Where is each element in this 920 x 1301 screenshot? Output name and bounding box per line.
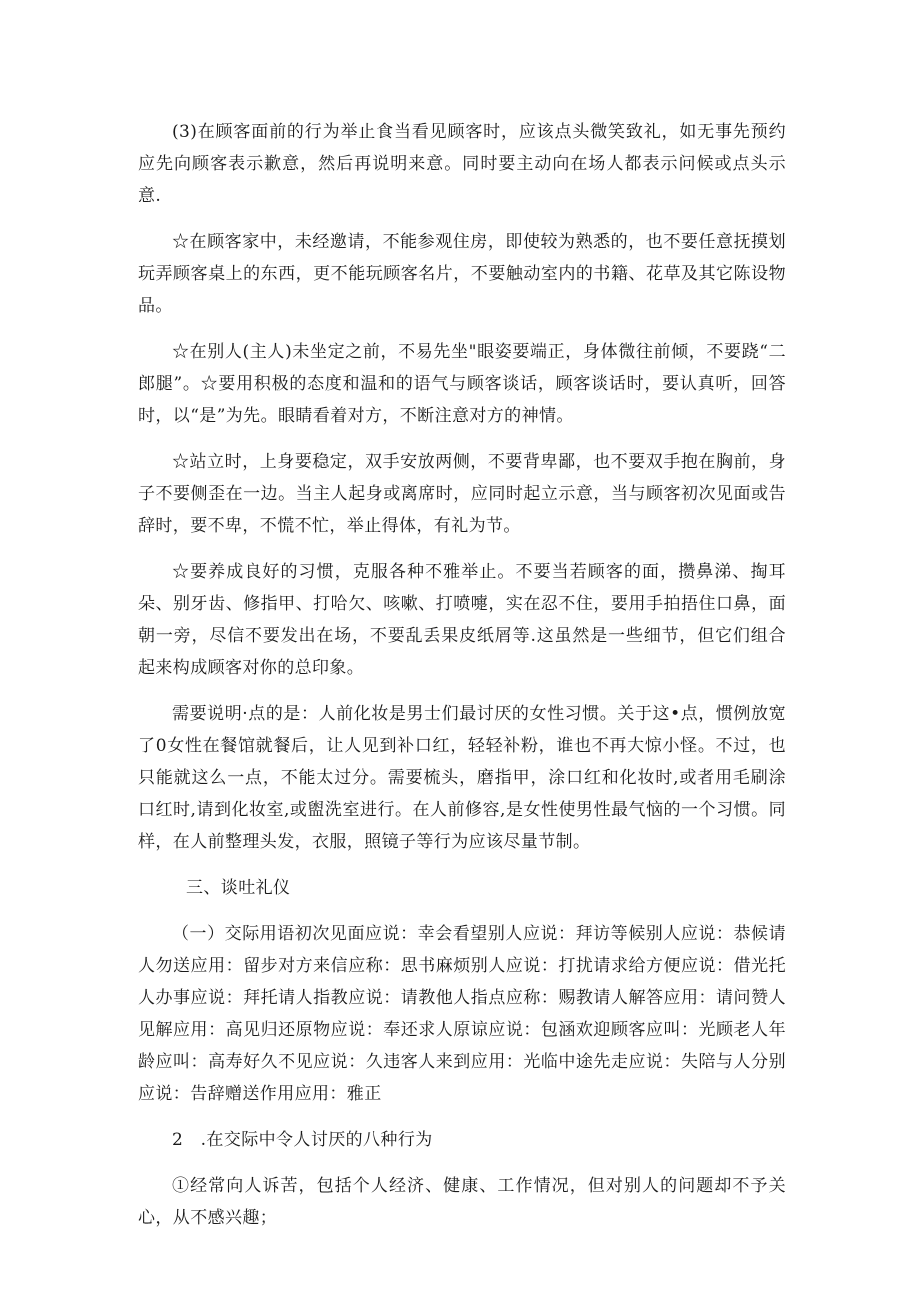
paragraph-behavior-in-front-of-customers: (3)在顾客面前的行为举止食当看见顾客时，应该点头微笑致礼，如无事先预约应先向顾客表示歉意，然后再说明来意。同时要主动向在场人都表示问候或点头示意. xyxy=(138,122,786,206)
paragraph-standing-posture: ☆站立时，上身要稳定，双手安放两侧，不要背卑鄙，也不要双手抱在胸前，身子不要侧歪在一边。当主人起身或离席时，应同时起立示意，当与顾客初次见面或告辞时，要不卑，不慌不忙，举止得体，有礼为节。 xyxy=(138,452,786,536)
paragraph-in-customer-home: ☆在顾客家中，未经邀请，不能参观住房，即使较为熟悉的，也不要任意抚摸划玩弄顾客桌上的东西，更不能玩顾客名片，不要触动室内的书籍、花草及其它陈设物品。 xyxy=(138,232,786,316)
paragraph-social-phrases: （一）交际用语初次见面应说：幸会看望别人应说：拜访等候别人应说：恭候请人勿送应用：留步对方来信应称：思书麻烦别人应说：打扰请求给方便应说：借光托人办事应说：拜托请人指教应说：请教他人指点应称：赐教请人解答应用：请问赞人见解应用：高见归还原物应说：奉还求人原谅应说：包涵欢迎顾客应叫：光顾老人年龄应叫：高寿好久不见应说：久违客人来到应用：光临中途先走应说：失陪与人分别应说：告辞赠送作用应用：雅正 xyxy=(138,924,786,1104)
section-heading-speech-etiquette: 三、谈吐礼仪 xyxy=(186,878,291,898)
paragraph-eight-annoying-behaviors-heading: 2 .在交际中令人讨厌的八种行为 xyxy=(172,1130,433,1150)
paragraph-good-habits: ☆要养成良好的习惯，克服各种不雅举止。不要当若顾客的面，攒鼻涕、掏耳朵、别牙齿、修指甲、打哈欠、咳嗽、打喷嚏，实在忍不住，要用手拍捂住口鼻，面朝一旁，尽信不要发出在场，不要乱丢果皮纸屑等.这虽然是一些细节，但它们组合起来构成顾客对你的总印象。 xyxy=(138,562,786,678)
document-body xyxy=(138,116,786,1248)
paragraph-makeup-in-public: 需要说明·点的是：人前化妆是男士们最讨厌的女性习惯。关于这•点，惯例放宽了0女性在餐馆就餐后，让人见到补口红，轻轻补粉，谁也不再大惊小怪。不过，也只能就这么一点，不能太过分。需要梳头，磨指甲，涂口红和化妆时,或者用毛刷涂口红时,请到化妆室,或盥洗室进行。在人前修容,是女性使男性最气恼的一个习惯。同样，在人前整理头发，衣服，照镜子等行为应该尽量节制。 xyxy=(138,704,786,852)
paragraph-list-item-complaining: ①经常向人诉苦，包括个人经济、健康、工作情况，但对别人的问题却不予关心，从不感兴趣； xyxy=(138,1176,786,1228)
paragraph-sitting-posture: ☆在别人(主人)未坐定之前，不易先坐"眼姿要端正，身体微往前倾，不要跷“二郎腿”。☆要用积极的态度和温和的语气与顾客谈话，顾客谈话时，要认真听，回答时，以“是”为先。眼睛看着对方，不断注意对方的神情。 xyxy=(138,342,786,426)
